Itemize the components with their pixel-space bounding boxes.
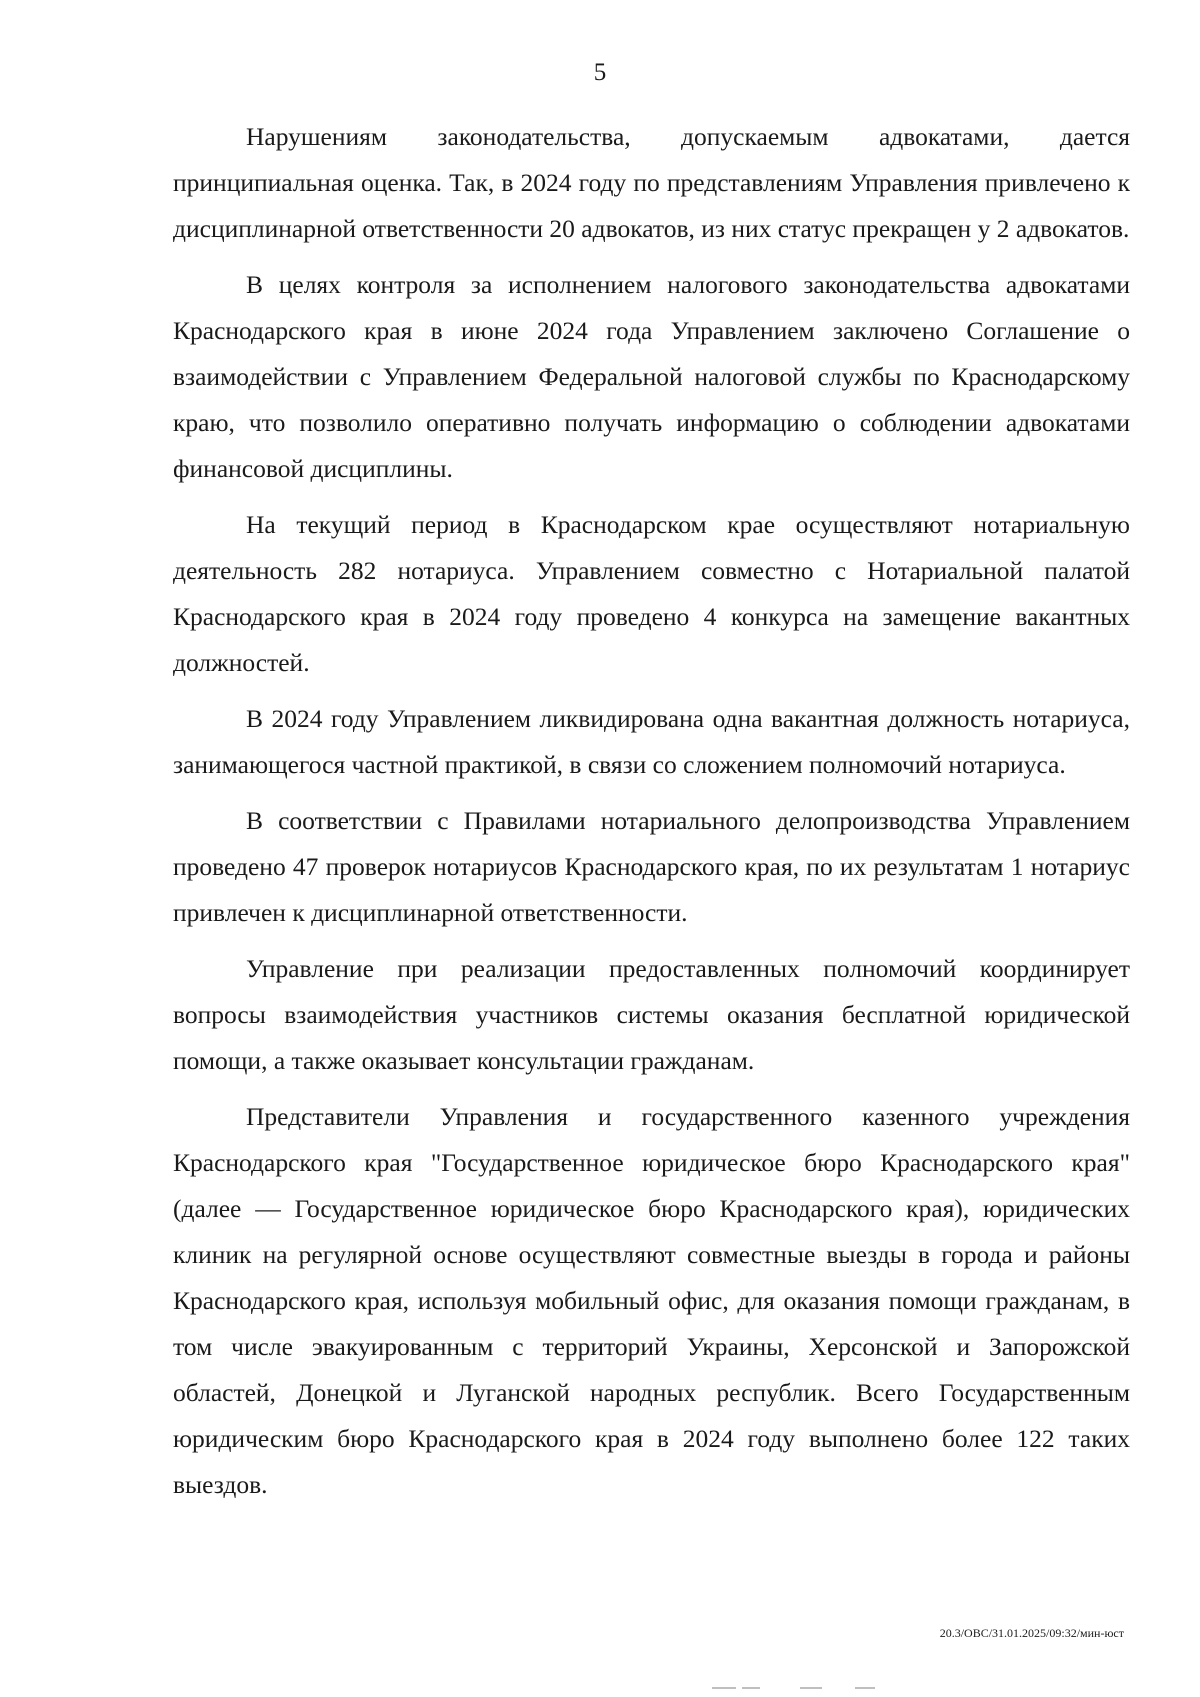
footer-stamp: 20.3/ОВС/31.01.2025/09:32/мин-юст xyxy=(939,1626,1124,1640)
paragraph-advocate-violations: Нарушениям законодательства, допускаемым адвокатами, дается принципиальная оценка. Так, в 2024 году по представлениям Управления привлечено к дисциплинарной ответственности 20 адвокатов, из них статус прекращен у 2 адвокатов. xyxy=(173,122,1130,243)
scan-edge-mark xyxy=(855,1687,875,1689)
paragraph-notary-vacancy: В 2024 году Управлением ликвидирована одна вакантная должность нотариуса, занимающегося частной практикой, в связи со сложением полномочий нотариуса. xyxy=(173,704,1130,779)
page-number: 5 xyxy=(593,59,607,86)
scan-edge-mark xyxy=(712,1687,736,1689)
scan-edge-mark xyxy=(742,1687,760,1689)
scan-edge-mark xyxy=(800,1687,822,1689)
paragraph-legal-aid: Управление при реализации предоставленных полномочий координирует вопросы взаимодействия участников системы оказания бесплатной юридической помощи, а также оказывает консультации гражданам. xyxy=(173,954,1130,1075)
paragraph-mobile-office: Представители Управления и государственного казенного учреждения Краснодарского края "Государственное юридическое бюро Краснодарского края" (далее — Государственное юридическое бюро Краснодарского края), юридических клиник на регулярной основе осуществляют совместные выезды в города и районы Краснодарского края, используя мобильный офис, для оказания помощи гражданам, в том числе эвакуированным с территорий Украины, Херсонской и Запорожской областей, Донецкой и Луганской народных республик. Всего Государственным юридическим бюро Краснодарского края в 2024 году выполнено более 122 таких выездов. xyxy=(173,1102,1130,1499)
paragraph-notary-inspections: В соответствии с Правилами нотариального делопроизводства Управлением проведено 47 проверок нотариусов Краснодарского края, по их результатам 1 нотариус привлечен к дисциплинарной ответственности. xyxy=(173,806,1130,927)
document-body xyxy=(173,114,1130,1518)
paragraph-tax-agreement: В целях контроля за исполнением налогового законодательства адвокатами Краснодарского края в июне 2024 года Управлением заключено Соглашение о взаимодействии с Управлением Федеральной налоговой службы по Краснодарскому краю, что позволило оперативно получать информацию о соблюдении адвокатами финансовой дисциплины. xyxy=(173,270,1130,483)
paragraph-notary-count: На текущий период в Краснодарском крае осуществляют нотариальную деятельность 282 нотариуса. Управлением совместно с Нотариальной палатой Краснодарского края в 2024 году проведено 4 конкурса на замещение вакантных должностей. xyxy=(173,510,1130,677)
